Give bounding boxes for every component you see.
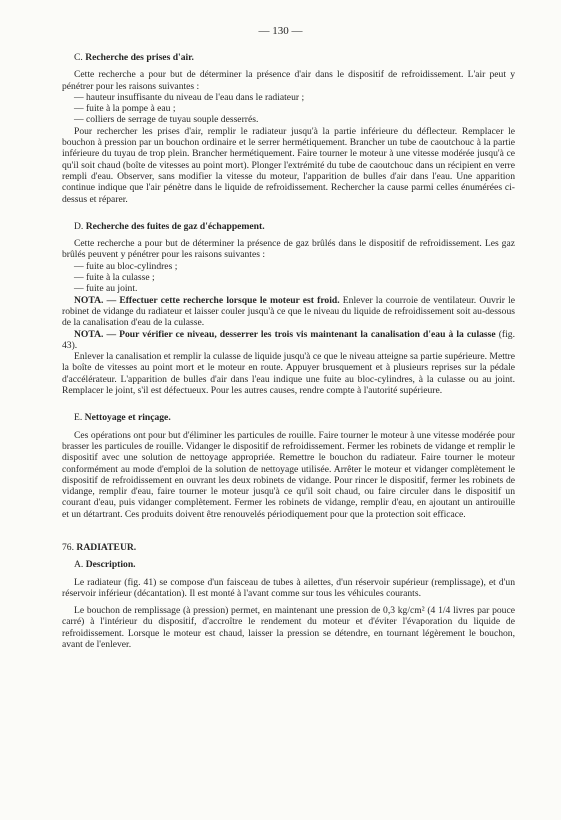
note-lead: NOTA. — Effectuer cette recherche lorsque le moteur est froid. xyxy=(74,294,340,306)
section-title: Nettoyage et rinçage. xyxy=(84,412,171,424)
list-item: — colliers de serrage de tuyau souple desserrés. xyxy=(74,114,259,126)
paragraph: Pour rechercher les prises d'air, remplir le radiateur jusqu'à la partie inférieure du déflecteur. Remplacer le bouchon à pression par un bouchon ordinaire et le serrer hermétiquement. Brancher un tube de caoutchouc à la partie inférieure du tuyau de trop plein. Brancher hermétiquement. Faire tourner le moteur à une vitesse modérée jusqu'à ce qu'il soit chaud (boîte de vitesses au point mort). Plonger l'extrémité du tube de caoutchouc dans un récipient en verre rempli d'eau. Observer, sans modifier la vitesse du moteur, l'apparition de bulles d'air dans l'eau. Une apparition continue indique que l'air pénètre dans le liquide de refroidissement. Rechercher la cause parmi celles énumérées ci-dessus et réparer. xyxy=(62,125,515,205)
page-body xyxy=(62,52,515,650)
chapter-title: RADIATEUR. xyxy=(76,541,137,553)
note-paragraph xyxy=(62,295,515,329)
note-paragraph xyxy=(62,329,515,352)
page-number: — 130 — xyxy=(258,25,303,37)
paragraph: Le radiateur (fig. 41) se compose d'un faisceau de tubes à ailettes, d'un réservoir supérieur (remplissage), et d'un réservoir inférieur (décantation). Il est monté à l'avant comme sur tous les véhicules courants. xyxy=(62,576,515,599)
section-d-heading xyxy=(74,221,515,232)
chapter-heading xyxy=(62,542,515,553)
list-item: — fuite à la culasse ; xyxy=(74,272,155,284)
section-label: E. xyxy=(74,412,83,424)
paragraph: Cette recherche a pour but de déterminer la présence de gaz brûlés dans le dispositif de refroidissement. Les gaz brûlés peuvent y pénétrer pour les raisons suivantes : xyxy=(62,238,515,261)
section-title: Recherche des prises d'air. xyxy=(85,52,194,63)
list-item: — hauteur insuffisante du niveau de l'eau dans le radiateur ; xyxy=(74,91,305,103)
section-label: C. xyxy=(74,52,83,63)
list-item: — fuite au joint. xyxy=(74,283,138,295)
list-item: — fuite à la pompe à eau ; xyxy=(74,103,176,115)
section-title: Recherche des fuites de gaz d'échappement. xyxy=(85,220,265,232)
note-text: (fig. 43). xyxy=(62,328,515,351)
paragraph: Le bouchon de remplissage (à pression) permet, en maintenant une pression de 0,3 kg/cm² (4 1/4 livres par pouce carré) à l'intérieur du dispositif, d'accroître le rendement du moteur et d'éviter l'évaporation du liquide de refroidissement. Lorsque le moteur est chaud, laisser la pression se détendre, en tournant légèrement le bouchon, avant de l'enlever. xyxy=(62,605,515,651)
subsection-label: A. xyxy=(74,559,84,571)
note-lead: NOTA. — Pour vérifier ce niveau, desserrer les trois vis maintenant la canalisation d'eau à la culasse xyxy=(74,328,496,340)
paragraph: Cette recherche a pour but de déterminer la présence d'air dans le dispositif de refroidissement. L'air peut y pénétrer pour les raisons suivantes : xyxy=(62,69,515,92)
paragraph: Ces opérations ont pour but d'éliminer les particules de rouille. Faire tourner le moteur à une vitesse modérée pour brasser les particules de rouille. Vidanger le dispositif de refroidissement. Fermer les robinets de vidange et remplir le dispositif avec une solution de nettoyage appropriée. Remettre le bouchon du radiateur. Faire tourner le moteur conformément au mode d'emploi de la solution de nettoyage utilisée. Arrêter le moteur et vidanger complètement le dispositif de refroidissement en ouvrant les deux robinets de vidange. Pour rincer le dispositif, fermer les robinets de vidange, remplir d'eau, faire tourner le moteur jusqu'à ce qu'il soit chaud, ou faire circuler dans le dispositif un courant d'eau, puis vidanger complètement. Fermer les robinets de vidange, remplir d'eau, en ajoutant un antirouille et un détartrant. Ces produits doivent être renouvelés périodiquement pour que la protection soit efficace. xyxy=(62,429,515,520)
subsection-heading xyxy=(74,559,515,570)
section-c-heading xyxy=(74,52,515,63)
section-label: D. xyxy=(74,220,84,232)
section-e-heading xyxy=(74,412,515,423)
chapter-number: 76. xyxy=(62,541,74,553)
paragraph: Enlever la canalisation et remplir la culasse de liquide jusqu'à ce que le niveau atteigne sa partie supérieure. Mettre la boîte de vitesses au point mort et le moteur en route. Appuyer brusquement et à plusieurs reprises sur la pédale d'accélérateur. L'apparition de bulles d'air dans l'eau indique une fuite au bloc-cylindres, à la culasse ou au joint. Remplacer le joint, s'il est défectueux. Pour les autres causes, rendre compte à l'autorité supérieure. xyxy=(62,351,515,397)
note-text: Enlever la courroie de ventilateur. Ouvrir le robinet de vidange du radiateur et laisser couler jusqu'à ce que le niveau du liquide de refroidissement soit au-dessous de la canalisation d'eau de la culasse. xyxy=(62,294,515,329)
subsection-title: Description. xyxy=(85,559,136,571)
list-item: — fuite au bloc-cylindres ; xyxy=(74,260,178,272)
